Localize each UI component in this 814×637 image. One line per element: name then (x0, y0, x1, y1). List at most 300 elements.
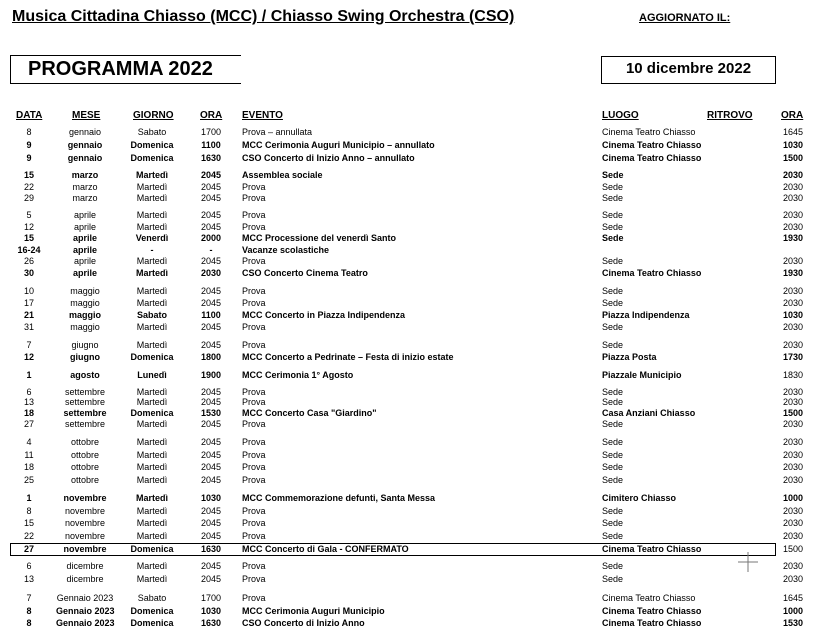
cell-time: 1030 (200, 606, 222, 616)
cell-meeting-time: 2030 (782, 340, 804, 350)
cell-meeting-time: 1030 (782, 310, 804, 320)
cell-date: 1 (26, 370, 32, 380)
cell-event: Prova (242, 518, 266, 528)
cell-date: 15 (23, 518, 34, 528)
cell-location: Sede (602, 233, 624, 243)
cell-weekday: Martedì (136, 182, 168, 192)
cell-time: 2045 (200, 322, 222, 332)
cell-time: 2000 (200, 233, 222, 243)
cell-meeting-time: 1500 (782, 153, 804, 163)
cell-weekday: Domenica (130, 606, 174, 616)
cell-meeting-time: 2030 (782, 506, 804, 516)
cell-time: 1800 (200, 352, 222, 362)
cell-time: 2045 (200, 574, 222, 584)
cell-weekday: Martedì (136, 574, 168, 584)
cell-date: 26 (23, 256, 34, 266)
cell-date: 7 (26, 593, 32, 603)
cell-meeting-time: 2030 (782, 193, 804, 203)
cell-date: 31 (23, 322, 34, 332)
table-row (0, 232, 814, 244)
cell-weekday: Martedì (136, 256, 168, 266)
cell-event: Prova (242, 286, 266, 296)
cell-meeting-time: 1000 (782, 606, 804, 616)
table-row (0, 139, 814, 151)
cell-date: 11 (24, 450, 34, 460)
table-row (0, 474, 814, 486)
cell-month: aprile (72, 233, 97, 243)
cell-date: 9 (26, 153, 32, 163)
cell-location: Cinema Teatro Chiasso (602, 127, 696, 137)
table-row (0, 339, 814, 351)
table-row (0, 309, 814, 321)
table-row (0, 285, 814, 297)
cell-date: 15 (23, 233, 34, 243)
program-title: PROGRAMMA 2022 (28, 58, 213, 80)
table-row (0, 560, 814, 572)
cell-meeting-time: 2030 (782, 518, 804, 528)
cell-month: settembre (63, 408, 107, 418)
cell-weekday: Martedì (135, 493, 168, 503)
cell-meeting-time: 2030 (782, 450, 804, 460)
cell-event: Prova (242, 506, 266, 516)
cell-month: ottobre (70, 462, 100, 472)
table-row (0, 492, 814, 504)
cell-event: Prova (242, 437, 266, 447)
cell-date: 7 (26, 340, 32, 350)
cell-date: 1 (26, 493, 32, 503)
cell-date: 13 (23, 574, 34, 584)
cell-meeting-time: 2030 (782, 462, 804, 472)
cell-month: novembre (63, 544, 107, 554)
cell-time: 1100 (201, 140, 221, 150)
table-row (0, 418, 814, 430)
cell-location: Sede (602, 475, 624, 485)
cell-meeting-time: 1930 (782, 233, 804, 243)
cell-location: Piazza Posta (602, 352, 657, 362)
table-row (0, 126, 814, 138)
header-mese: MESE (72, 110, 101, 121)
cell-weekday: Martedì (136, 286, 168, 296)
cell-meeting-time: 1730 (782, 352, 804, 362)
cell-event: CSO Concerto Cinema Teatro (242, 268, 368, 278)
cell-date: 21 (23, 310, 34, 320)
cell-month: novembre (64, 518, 106, 528)
cell-event: Prova (242, 475, 266, 485)
cell-location: Sede (602, 518, 624, 528)
cell-meeting-time: 2030 (782, 574, 804, 584)
cell-date: 8 (26, 606, 32, 616)
table-row (0, 209, 814, 221)
cell-location: Piazzale Municipio (602, 370, 682, 380)
cell-month: ottobre (70, 450, 100, 460)
cell-month: aprile (73, 222, 96, 232)
cell-location: Sede (602, 170, 624, 180)
cell-meeting-time: 2030 (782, 256, 804, 266)
cell-date: 18 (23, 462, 34, 472)
cell-month: aprile (72, 245, 97, 255)
cell-time: 2045 (200, 419, 222, 429)
cell-date: 8 (26, 127, 32, 137)
cell-weekday: Domenica (130, 352, 174, 362)
cell-date: 12 (23, 222, 34, 232)
cell-event: Prova (242, 182, 266, 192)
table-row (0, 573, 814, 585)
header-luogo: LUOGO (602, 110, 639, 121)
cell-meeting-time: 2030 (782, 419, 804, 429)
table-row (0, 592, 814, 604)
cell-weekday: Martedì (136, 387, 168, 397)
cell-meeting-time: 1530 (782, 618, 804, 628)
crosshair-cursor-icon (738, 552, 758, 572)
cell-weekday: Martedì (136, 397, 168, 407)
cell-time: 2045 (200, 450, 222, 460)
cell-meeting-time: 2030 (782, 182, 804, 192)
cell-event: Prova (242, 387, 266, 397)
cell-event: MCC Concerto in Piazza Indipendenza (242, 310, 406, 320)
cell-time: 1700 (200, 127, 222, 137)
cell-event: Prova (242, 322, 266, 332)
cell-time: - (209, 245, 213, 255)
cell-weekday: Martedì (136, 475, 168, 485)
cell-event: CSO Concerto di Inizio Anno (242, 618, 365, 628)
cell-weekday: Martedì (136, 506, 168, 516)
cell-month: gennaio (67, 140, 103, 150)
cell-time: 2045 (200, 475, 222, 485)
cell-date: 12 (23, 352, 34, 362)
update-date: 10 dicembre 2022 (625, 60, 752, 77)
cell-location: Sede (602, 322, 624, 332)
cell-event: Prova (242, 593, 266, 603)
cell-time: 2045 (200, 561, 222, 571)
cell-date: 13 (23, 397, 34, 407)
cell-weekday: Martedì (136, 518, 168, 528)
cell-location: Sede (602, 561, 624, 571)
cell-event: MCC Cerimonia Auguri Municipio (242, 606, 385, 616)
cell-location: Cinema Teatro Chiasso (602, 140, 702, 150)
cell-weekday: Domenica (130, 618, 174, 628)
cell-date: 30 (23, 268, 34, 278)
cell-event: MCC Concerto Casa "Giardino" (242, 408, 377, 418)
cell-time: 2045 (200, 286, 222, 296)
cell-location: Sede (602, 256, 624, 266)
cell-month: Gennaio 2023 (56, 606, 115, 616)
table-row (0, 517, 814, 529)
cell-event: Prova (242, 222, 266, 232)
cell-location: Cinema Teatro Chiasso (602, 593, 696, 603)
cell-weekday: Sabato (137, 127, 167, 137)
cell-location: Cinema Teatro Chiasso (602, 606, 702, 616)
updated-label: AGGIORNATO IL: (639, 12, 731, 24)
cell-meeting-time: 2030 (782, 531, 804, 541)
cell-time: 2045 (200, 193, 222, 203)
cell-event: Vacanze scolastiche (242, 245, 330, 255)
cell-location: Sede (602, 193, 624, 203)
cell-time: 2045 (200, 531, 222, 541)
cell-meeting-time: 2030 (782, 170, 804, 180)
cell-meeting-time: 2030 (782, 561, 804, 571)
cell-meeting-time: 2030 (782, 437, 804, 447)
table-row (0, 152, 814, 164)
cell-date: 6 (26, 387, 32, 397)
cell-weekday: Martedì (136, 340, 168, 350)
cell-date: 9 (26, 140, 32, 150)
cell-time: 2045 (200, 437, 222, 447)
cell-event: Prova (242, 340, 266, 350)
cell-location: Casa Anziani Chiasso (602, 408, 696, 418)
cell-weekday: Martedì (136, 450, 168, 460)
cell-time: 2045 (200, 170, 222, 180)
cell-month: giugno (70, 352, 100, 362)
table-row (0, 530, 814, 542)
cell-event: MCC Cerimonia 1° Agosto (242, 370, 354, 380)
cell-time: 2045 (200, 506, 222, 516)
cell-event: Prova (242, 210, 266, 220)
cell-event: MCC Commemorazione defunti, Santa Messa (242, 493, 436, 503)
cell-date: 16-24 (17, 245, 41, 255)
cell-date: 27 (23, 544, 34, 554)
cell-meeting-time: 2030 (782, 475, 804, 485)
cell-date: 10 (23, 286, 34, 296)
cell-event: MCC Concerto di Gala - CONFERMATO (242, 544, 409, 554)
cell-location: Sede (602, 298, 624, 308)
cell-date: 15 (23, 170, 34, 180)
cell-month: dicembre (66, 561, 104, 571)
table-row (0, 369, 814, 381)
cell-meeting-time: 2030 (782, 222, 804, 232)
cell-weekday: Domenica (130, 544, 174, 554)
cell-date: 22 (23, 182, 34, 192)
cell-location: Sede (602, 397, 624, 407)
cell-month: gennaio (68, 127, 102, 137)
cell-event: Prova (242, 256, 266, 266)
table-row (0, 192, 814, 204)
cell-month: aprile (73, 256, 96, 266)
cell-weekday: Martedì (136, 222, 168, 232)
cell-meeting-time: 1930 (782, 268, 804, 278)
cell-location: Sede (602, 182, 624, 192)
cell-time: 2045 (200, 256, 222, 266)
cell-time: 1630 (200, 544, 222, 554)
cell-weekday: Martedì (136, 419, 168, 429)
cell-event: MCC Concerto a Pedrinate – Festa di inizio estate (242, 352, 454, 362)
cell-date: 25 (23, 475, 34, 485)
cell-date: 8 (26, 506, 32, 516)
header-giorno: GIORNO (133, 110, 174, 121)
cell-time: 1030 (200, 493, 222, 503)
cell-location: Sede (602, 419, 624, 429)
table-row (0, 543, 814, 555)
cell-weekday: Martedì (136, 298, 168, 308)
cell-time: 1900 (200, 370, 222, 380)
cell-month: settembre (64, 397, 106, 407)
cell-location: Cimitero Chiasso (602, 493, 677, 503)
cell-time: 2045 (200, 397, 222, 407)
cell-weekday: Sabato (136, 310, 167, 320)
cell-date: 4 (26, 437, 32, 447)
cell-date: 27 (23, 419, 34, 429)
cell-event: MCC Cerimonia Auguri Municipio – annullato (242, 140, 435, 150)
cell-month: gennaio (67, 153, 103, 163)
cell-weekday: Martedì (136, 210, 168, 220)
header-ritrovo: RITROVO (707, 110, 753, 121)
cell-location: Cinema Teatro Chiasso (602, 618, 702, 628)
cell-month: Gennaio 2023 (56, 618, 115, 628)
cell-month: maggio (70, 298, 100, 308)
cell-event: Prova (242, 193, 266, 203)
cell-meeting-time: 1500 (782, 544, 804, 554)
cell-weekday: Lunedì (137, 370, 167, 380)
cell-time: 2045 (200, 340, 222, 350)
cell-month: Gennaio 2023 (56, 593, 114, 603)
cell-weekday: Martedì (135, 170, 168, 180)
cell-month: maggio (68, 310, 101, 320)
cell-meeting-time: 1500 (782, 408, 804, 418)
cell-date: 17 (23, 298, 34, 308)
table-row (0, 505, 814, 517)
cell-event: Prova (242, 298, 266, 308)
cell-month: marzo (72, 182, 98, 192)
cell-meeting-time: 2030 (782, 322, 804, 332)
cell-month: agosto (70, 370, 100, 380)
cell-weekday: Martedì (135, 268, 168, 278)
table-row (0, 267, 814, 279)
cell-weekday: Martedì (136, 322, 168, 332)
cell-month: maggio (70, 322, 100, 332)
cell-location: Cinema Teatro Chiasso (602, 268, 702, 278)
cell-time: 2030 (200, 268, 222, 278)
cell-event: Assemblea sociale (242, 170, 323, 180)
table-row (0, 297, 814, 309)
cell-date: 22 (23, 531, 34, 541)
cell-location: Sede (602, 531, 624, 541)
header-ora-ritrovo: ORA (781, 110, 804, 121)
header-evento: EVENTO (242, 110, 283, 121)
cell-meeting-time: 1645 (782, 127, 804, 137)
cell-event: Prova – annullata (242, 127, 313, 137)
cell-event: Prova (242, 531, 266, 541)
document-title: Musica Cittadina Chiasso (MCC) / Chiasso Swing Orchestra (CSO) (12, 8, 515, 25)
cell-weekday: Domenica (130, 408, 174, 418)
cell-location: Sede (602, 437, 624, 447)
cell-month: aprile (72, 268, 97, 278)
cell-month: novembre (63, 493, 107, 503)
cell-location: Sede (602, 574, 624, 584)
cell-date: 6 (26, 561, 32, 571)
cell-meeting-time: 2030 (782, 210, 804, 220)
cell-location: Cinema Teatro Chiasso (602, 544, 702, 554)
cell-weekday: Sabato (137, 593, 167, 603)
cell-weekday: Domenica (130, 153, 174, 163)
table-row (0, 321, 814, 333)
cell-weekday: - (150, 245, 154, 255)
cell-month: aprile (73, 210, 96, 220)
cell-month: settembre (64, 387, 106, 397)
cell-location: Sede (602, 506, 624, 516)
cell-month: dicembre (66, 574, 104, 584)
cell-time: 1630 (200, 153, 222, 163)
cell-weekday: Martedì (136, 531, 168, 541)
cell-time: 2045 (200, 387, 222, 397)
cell-month: novembre (64, 531, 106, 541)
cell-meeting-time: 2030 (782, 397, 804, 407)
cell-location: Piazza Indipendenza (602, 310, 690, 320)
cell-weekday: Martedì (136, 561, 168, 571)
cell-meeting-time: 2030 (782, 298, 804, 308)
table-row (0, 461, 814, 473)
cell-location: Sede (602, 387, 624, 397)
cell-weekday: Martedì (136, 462, 168, 472)
cell-event: Prova (242, 419, 266, 429)
table-row (0, 351, 814, 363)
cell-weekday: Venerdì (135, 233, 169, 243)
cell-meeting-time: 2030 (782, 387, 804, 397)
cell-time: 2045 (200, 462, 222, 472)
cell-meeting-time: 1645 (782, 593, 804, 603)
cell-weekday: Martedì (136, 437, 168, 447)
cell-weekday: Domenica (130, 140, 174, 150)
cell-time: 2045 (200, 210, 222, 220)
cell-time: 1530 (200, 408, 222, 418)
table-row (0, 617, 814, 629)
cell-event: Prova (242, 574, 266, 584)
cell-month: giugno (71, 340, 99, 350)
cell-event: Prova (242, 561, 266, 571)
cell-location: Cinema Teatro Chiasso (602, 153, 702, 163)
cell-month: marzo (72, 193, 98, 203)
cell-month: ottobre (70, 437, 100, 447)
cell-event: Prova (242, 450, 266, 460)
cell-location: Sede (602, 462, 624, 472)
cell-date: 8 (26, 618, 32, 628)
cell-time: 2045 (200, 518, 222, 528)
cell-meeting-time: 1830 (782, 370, 804, 380)
cell-time: 2045 (200, 298, 222, 308)
cell-month: maggio (70, 286, 100, 296)
cell-location: Sede (602, 286, 624, 296)
cell-date: 18 (23, 408, 34, 418)
cell-weekday: Martedì (136, 193, 168, 203)
cell-meeting-time: 1030 (782, 140, 804, 150)
cell-date: 5 (26, 210, 32, 220)
table-row (0, 605, 814, 617)
cell-month: novembre (64, 506, 106, 516)
cell-time: 1100 (201, 310, 221, 320)
header-ora: ORA (200, 110, 223, 121)
table-row (0, 255, 814, 267)
cell-time: 2045 (200, 182, 222, 192)
cell-meeting-time: 2030 (782, 286, 804, 296)
cell-time: 1630 (200, 618, 222, 628)
cell-time: 1700 (200, 593, 222, 603)
cell-date: 29 (23, 193, 34, 203)
table-row (0, 449, 814, 461)
cell-time: 2045 (200, 222, 222, 232)
cell-event: Prova (242, 462, 266, 472)
cell-event: Prova (242, 397, 266, 407)
table-row (0, 436, 814, 448)
cell-month: marzo (71, 170, 99, 180)
cell-month: settembre (64, 419, 106, 429)
cell-event: CSO Concerto di Inizio Anno – annullato (242, 153, 415, 163)
header-data: DATA (16, 110, 43, 121)
cell-location: Sede (602, 222, 624, 232)
cell-location: Sede (602, 450, 624, 460)
cell-location: Sede (602, 210, 624, 220)
cell-meeting-time: 1000 (782, 493, 804, 503)
cell-event: MCC Processione del venerdì Santo (242, 233, 397, 243)
cell-month: ottobre (70, 475, 100, 485)
table-row (0, 169, 814, 181)
